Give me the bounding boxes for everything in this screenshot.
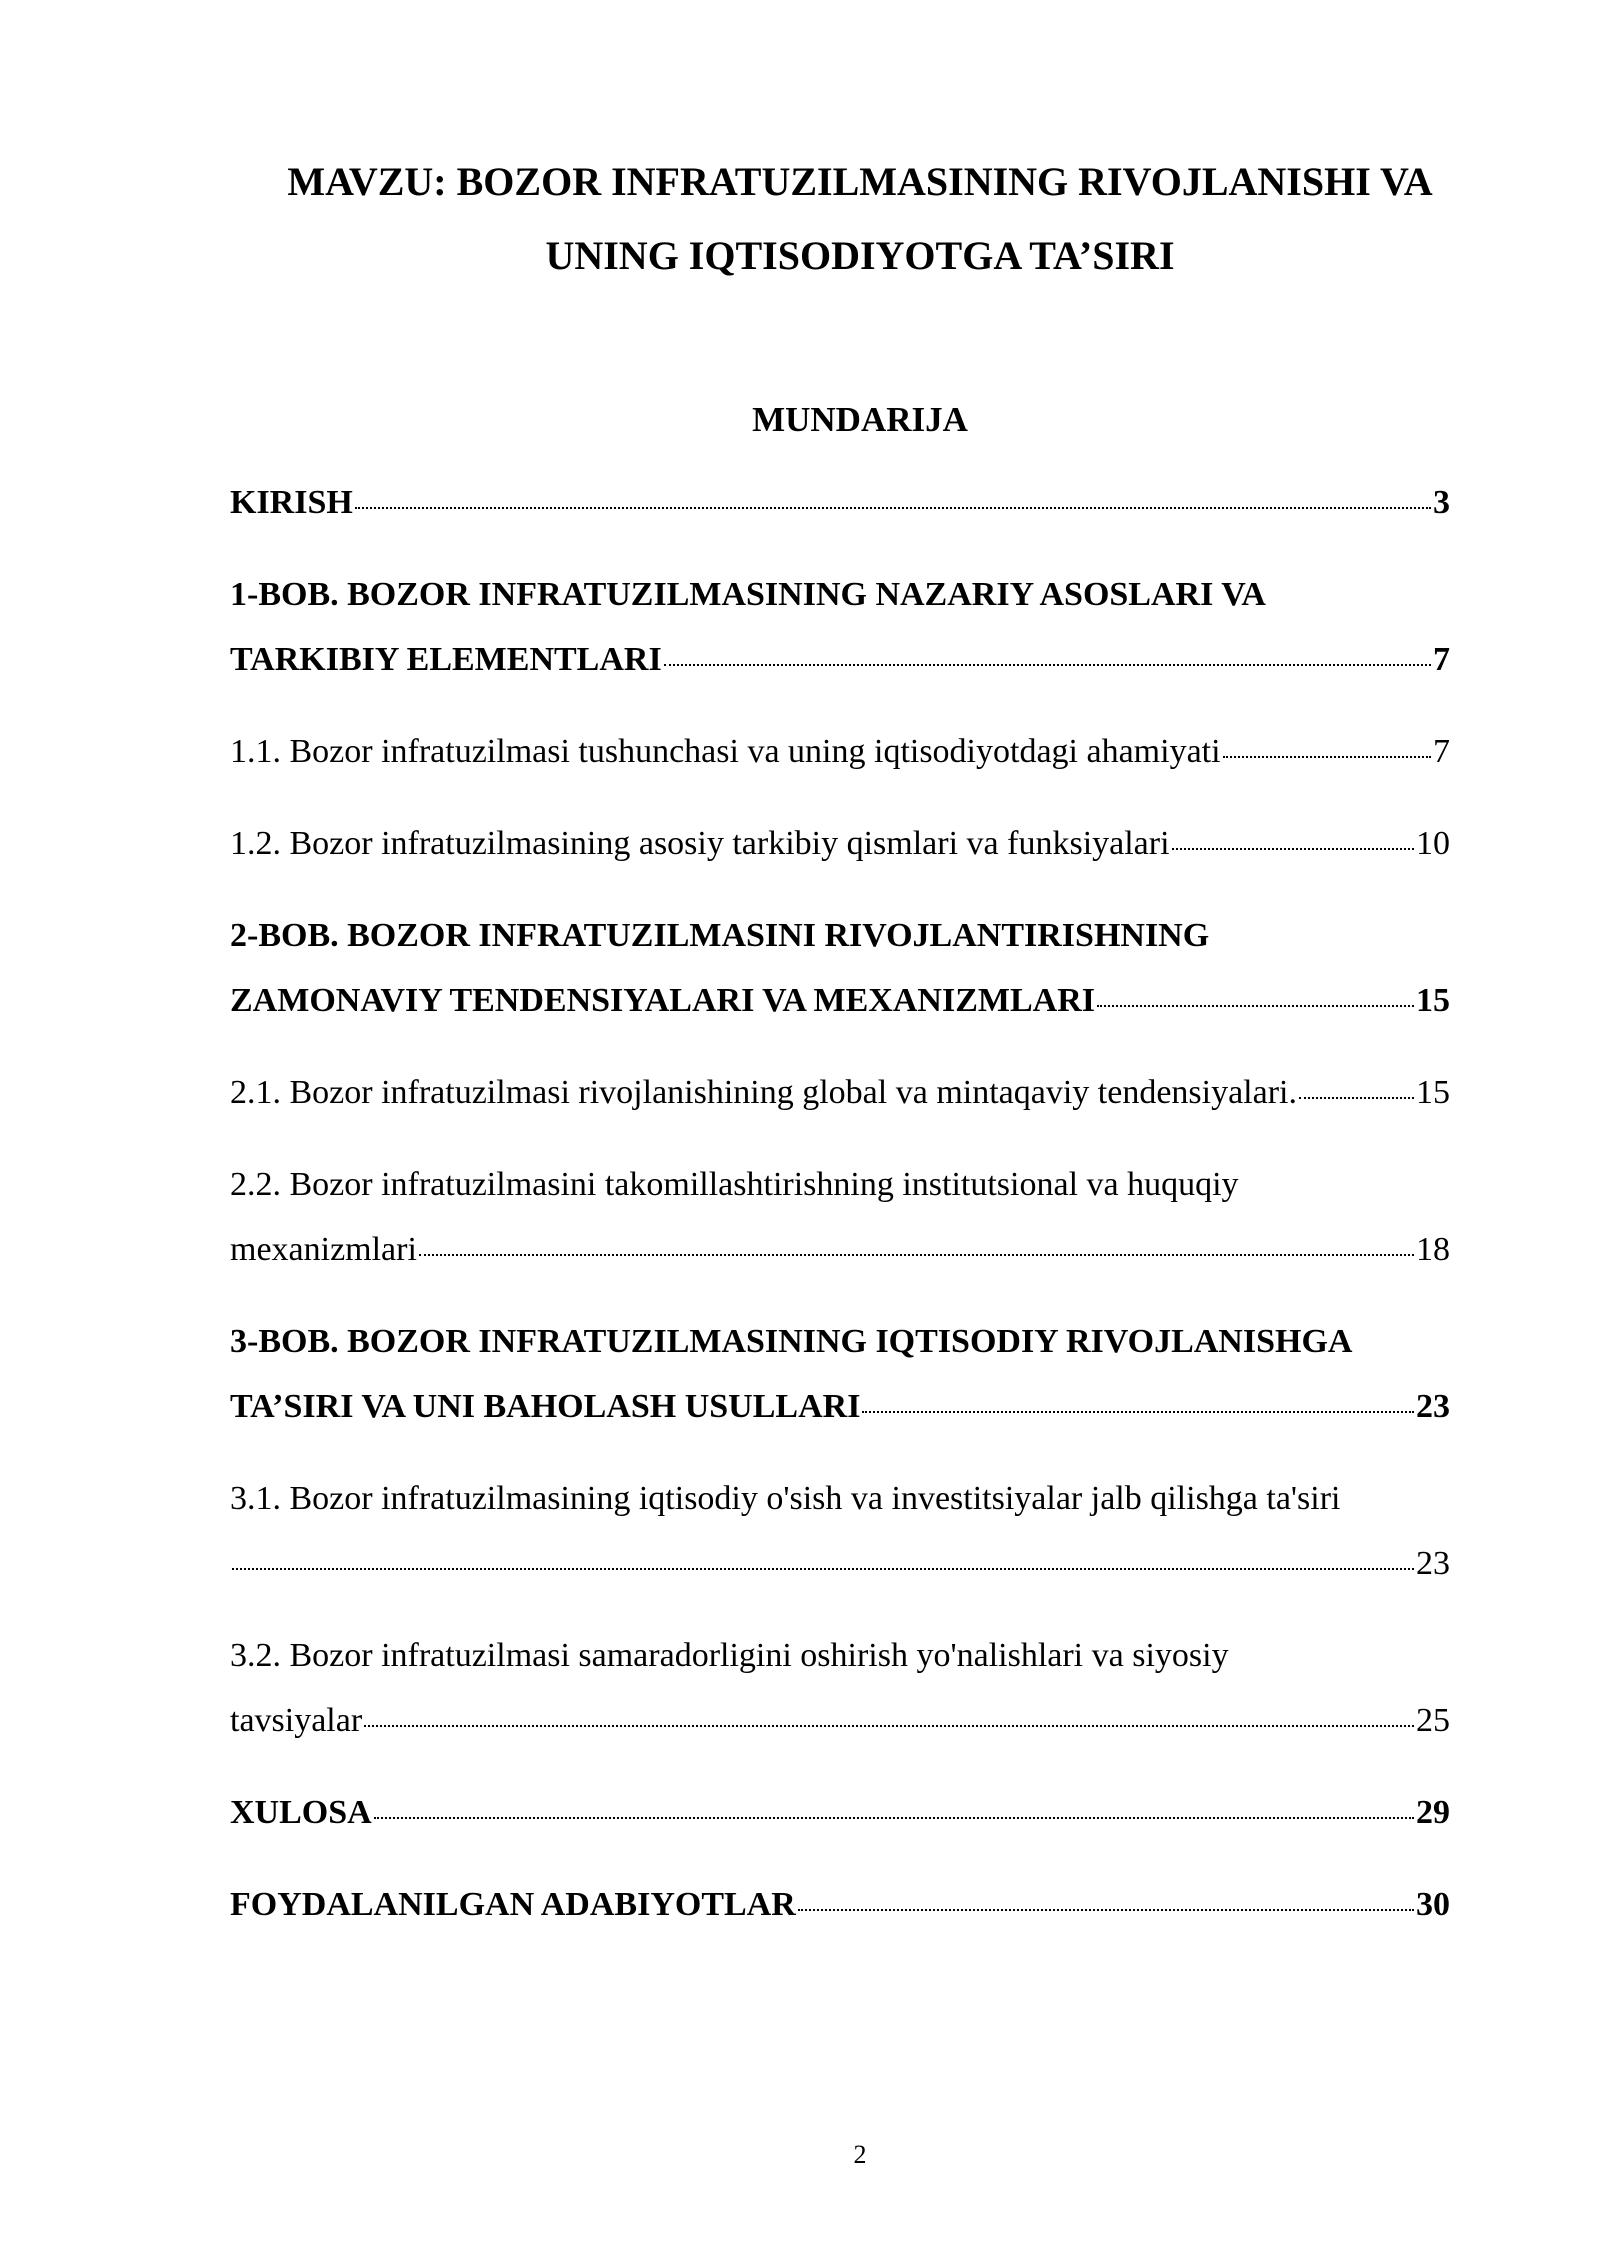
toc-entry-xulosa[interactable] bbox=[230, 1780, 1450, 1845]
dot-leader bbox=[1172, 848, 1414, 850]
toc-entry-text: mexanizmlari bbox=[230, 1231, 417, 1268]
toc-entry-text: 2.2. Bozor infratuzilmasini takomillashtirishning institutsional va huquqiy bbox=[230, 1166, 1239, 1203]
toc-entry-text: 3-BOB. BOZOR INFRATUZILMASINING IQTISODIY RIVOJLANISHGA bbox=[230, 1323, 1353, 1360]
toc-entry-section-2-1[interactable] bbox=[230, 1060, 1450, 1125]
toc-entry-section-1-1[interactable] bbox=[230, 719, 1450, 784]
dot-leader bbox=[862, 1411, 1414, 1413]
toc-entry-text: KIRISH bbox=[230, 484, 353, 521]
toc-entry-text: 1.1. Bozor infratuzilmasi tushunchasi va uning iqtisodiyotdagi ahamiyati bbox=[230, 733, 1221, 770]
dot-leader bbox=[232, 1568, 1414, 1570]
dot-leader bbox=[1223, 756, 1431, 758]
toc-entry-section-3-2[interactable] bbox=[230, 1623, 1450, 1753]
toc-entry-text: TA’SIRI VA UNI BAHOLASH USULLARI bbox=[230, 1388, 861, 1425]
toc-page-number: 7 bbox=[1433, 641, 1450, 678]
toc-entry-text: FOYDALANILGAN ADABIYOTLAR bbox=[230, 1886, 796, 1923]
toc-entry-text: 3.2. Bozor infratuzilmasi samaradorligini oshirish yo'nalishlari va siyosiy bbox=[230, 1637, 1229, 1674]
toc-entry-text: 1-BOB. BOZOR INFRATUZILMASINING NAZARIY ASOSLARI VA bbox=[230, 576, 1266, 613]
dot-leader bbox=[798, 1909, 1414, 1911]
dot-leader bbox=[1299, 1097, 1414, 1099]
toc-entry-chapter-3[interactable] bbox=[230, 1309, 1450, 1439]
dot-leader bbox=[664, 664, 1431, 666]
toc-page-number: 15 bbox=[1416, 1074, 1450, 1111]
toc-page-number: 29 bbox=[1416, 1794, 1450, 1831]
toc-entry-section-2-2[interactable] bbox=[230, 1152, 1450, 1282]
document-title bbox=[210, 145, 1510, 293]
dot-leader bbox=[374, 1817, 1414, 1819]
toc-entry-text: tavsiyalar bbox=[230, 1702, 363, 1739]
toc-page-number: 30 bbox=[1416, 1886, 1450, 1923]
toc-page-number: 15 bbox=[1416, 982, 1450, 1019]
toc-entry-text: 1.2. Bozor infratuzilmasining asosiy tarkibiy qismlari va funksiyalari bbox=[230, 825, 1170, 862]
toc-page-number: 23 bbox=[1416, 1545, 1450, 1582]
title-line-1: MAVZU: BOZOR INFRATUZILMASINING RIVOJLANISHI VA bbox=[287, 159, 1433, 204]
toc-heading: MUNDARIJA bbox=[752, 400, 968, 439]
toc-entry-text: ZAMONAVIY TENDENSIYALARI VA MEXANIZMLARI bbox=[230, 982, 1095, 1019]
toc-entry-section-1-2[interactable] bbox=[230, 811, 1450, 876]
toc-entry-kirish[interactable] bbox=[230, 470, 1450, 535]
toc-page-number: 25 bbox=[1416, 1702, 1450, 1739]
toc-entry-text: 2.1. Bozor infratuzilmasi rivojlanishining global va mintaqaviy tendensiyalari. bbox=[230, 1074, 1297, 1111]
toc-page-number: 23 bbox=[1416, 1388, 1450, 1425]
toc-page-number: 7 bbox=[1433, 733, 1450, 770]
toc-entry-section-3-1[interactable] bbox=[230, 1466, 1450, 1596]
table-of-contents bbox=[230, 470, 1450, 1964]
dot-leader bbox=[355, 507, 1431, 509]
toc-entry-chapter-2[interactable] bbox=[230, 903, 1450, 1033]
page-number: 2 bbox=[853, 2140, 867, 2169]
toc-entry-references[interactable] bbox=[230, 1872, 1450, 1937]
dot-leader bbox=[364, 1725, 1414, 1727]
toc-entry-text: 2-BOB. BOZOR INFRATUZILMASINI RIVOJLANTIRISHNING bbox=[230, 917, 1210, 954]
toc-page-number: 10 bbox=[1416, 825, 1450, 862]
toc-page-number: 3 bbox=[1433, 484, 1450, 521]
toc-entry-text: TARKIBIY ELEMENTLARI bbox=[230, 641, 662, 678]
toc-entry-text: 3.1. Bozor infratuzilmasining iqtisodiy o'sish va investitsiyalar jalb qilishga ta'siri bbox=[230, 1480, 1341, 1517]
dot-leader bbox=[1097, 1005, 1414, 1007]
toc-entry-chapter-1[interactable] bbox=[230, 562, 1450, 692]
dot-leader bbox=[419, 1254, 1414, 1256]
toc-entry-text: XULOSA bbox=[230, 1794, 372, 1831]
toc-page-number: 18 bbox=[1416, 1231, 1450, 1268]
title-line-2: UNING IQTISODIYOTGA TA’SIRI bbox=[545, 233, 1175, 278]
